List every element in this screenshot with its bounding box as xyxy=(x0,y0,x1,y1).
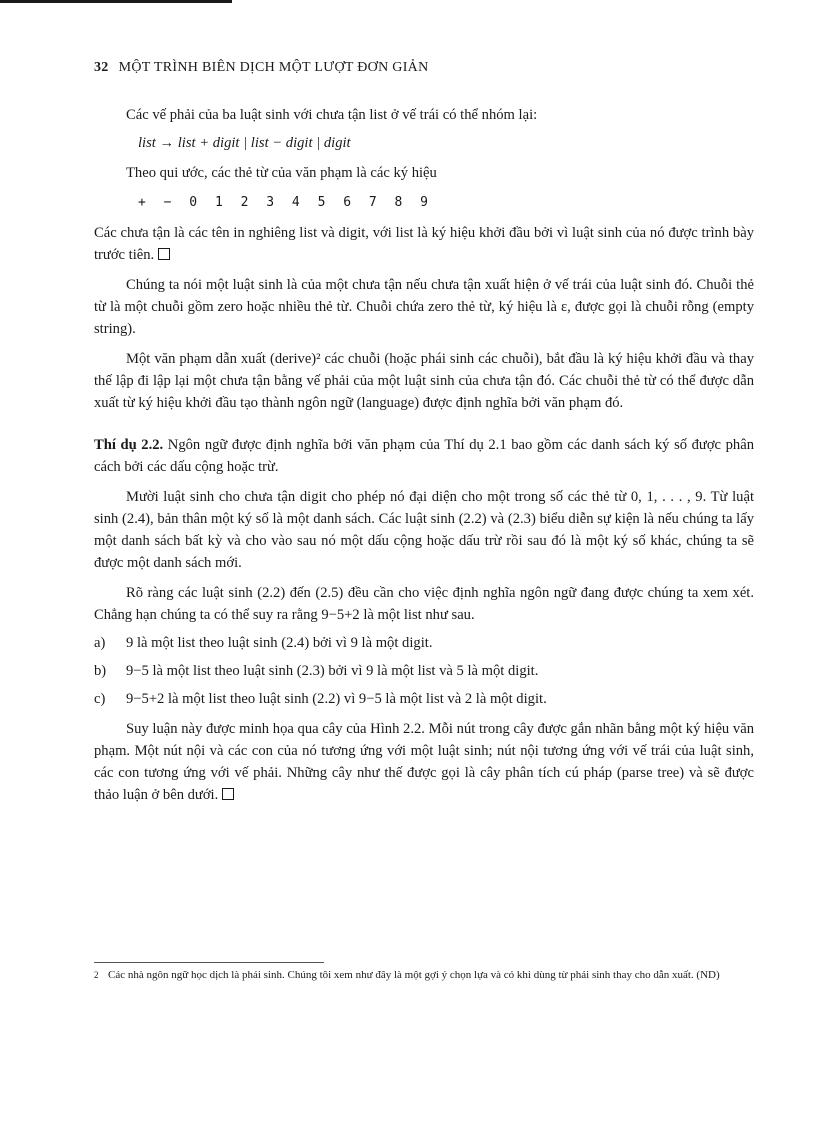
list-item xyxy=(94,632,754,654)
item-text: 9−5+2 là một list theo luật sinh (2.2) vì 9−5 là một list và 2 là một digit. xyxy=(126,691,547,707)
paragraph-parse-tree: Suy luận này được minh họa qua cây của Hình 2.2. Mỗi nút trong cây được gắn nhãn bằng một ký hiệu văn phạm. Một nút nội và các con của nó tương ứng với một luật sinh; nút nội tương ứng với vế trái của luật sinh, các con tương ứng với vế phải. Những cây như thế được gọi là cây phân tích cú pháp (parse tree) và sẽ được thảo luận ở bên dưới. xyxy=(94,721,754,803)
running-header xyxy=(94,60,428,76)
item-label: c) xyxy=(94,691,106,707)
item-text: 9 là một list theo luật sinh (2.4) bởi vì 9 là một digit. xyxy=(126,635,433,651)
item-text: 9−5 là một list theo luật sinh (2.3) bởi vì 9 là một list và 5 là một digit. xyxy=(126,663,539,679)
paragraph-digit-productions: Mười luật sinh cho chưa tận digit cho phép nó đại diện cho một trong số các thẻ từ 0, 1, . . . , 9. Từ luật sinh (2.4), bản thân một ký số là một danh sách. Các luật sinh (2.2) và (2.3) biểu diễn sự kiện là nếu chúng ta lấy một danh sách bất kỳ và cho vào sau nó một dấu cộng hoặc dấu trừ rồi sau đó là một ký số khác, chúng ta sẽ được một danh sách mới. xyxy=(94,489,754,571)
footnote xyxy=(94,968,754,983)
example-label: Thí dụ 2.2. xyxy=(94,437,164,453)
page-number: 32 xyxy=(94,60,109,75)
paragraph-tokens-intro: Theo qui ước, các thẻ từ của văn phạm là các ký hiệu xyxy=(126,165,437,181)
example-2-2 xyxy=(94,434,754,478)
item-label: b) xyxy=(94,663,107,679)
item-label: a) xyxy=(94,635,106,651)
page-body xyxy=(94,104,754,806)
chapter-title: MỘT TRÌNH BIÊN DỊCH MỘT LƯỢT ĐƠN GIẢN xyxy=(118,60,429,75)
end-of-example-icon xyxy=(222,788,234,800)
end-of-example-icon xyxy=(158,248,170,260)
production-rule: list → list + digit | list − digit | digit xyxy=(138,135,351,151)
paragraph-productions-intro: Các vế phải của ba luật sinh với chưa tận list ở vế trái có thể nhóm lại: xyxy=(126,107,538,123)
footnote-rule xyxy=(94,962,324,963)
paragraph-production-for: Chúng ta nói một luật sinh là của một chưa tận nếu chưa tận xuất hiện ở vế trái của luật sinh đó. Chuỗi thẻ từ là một chuỗi gồm zero hoặc nhiều thẻ từ. Chuỗi chứa zero thẻ từ, ký hiệu là ε, được gọi là chuỗi rỗng (empty string). xyxy=(94,277,754,337)
footnote-text: Các nhà ngôn ngữ học dịch là phái sinh. Chúng tôi xem như đây là một gợi ý chọn lựa và có khi dùng từ phái sinh thay cho dẫn xuất. (ND) xyxy=(108,969,720,981)
paragraph-derive: Một văn phạm dẫn xuất (derive)² các chuỗi (hoặc phái sinh các chuỗi), bắt đầu là ký hiệu khởi đầu và thay thế lập đi lập lại một chưa tận bằng vế phải của một luật sinh của chưa tận đó. Các chuỗi thẻ từ có thể được dẫn xuất từ ký hiệu khởi đầu tạo thành ngôn ngữ (language) được định nghĩa bởi văn phạm đó. xyxy=(94,351,754,411)
footnote-mark: 2 xyxy=(94,970,99,980)
token-symbols: + − 0 1 2 3 4 5 6 7 8 9 xyxy=(138,195,434,210)
paragraph-derivation: Rõ ràng các luật sinh (2.2) đến (2.5) đều cần cho việc định nghĩa ngôn ngữ đang được chúng ta xem xét. Chẳng hạn chúng ta có thể suy ra rằng 9−5+2 là một list như sau. xyxy=(94,585,754,623)
list-item xyxy=(94,688,754,710)
example-text: Ngôn ngữ được định nghĩa bởi văn phạm của Thí dụ 2.1 bao gồm các danh sách ký số được phân cách bởi các dấu cộng hoặc trừ. xyxy=(94,437,754,475)
paragraph-nonterminals: Các chưa tận là các tên in nghiêng list và digit, với list là ký hiệu khởi đầu bởi vì luật sinh của nó được trình bày trước tiên. xyxy=(94,225,754,263)
list-item xyxy=(94,660,754,682)
top-rule xyxy=(0,0,232,3)
